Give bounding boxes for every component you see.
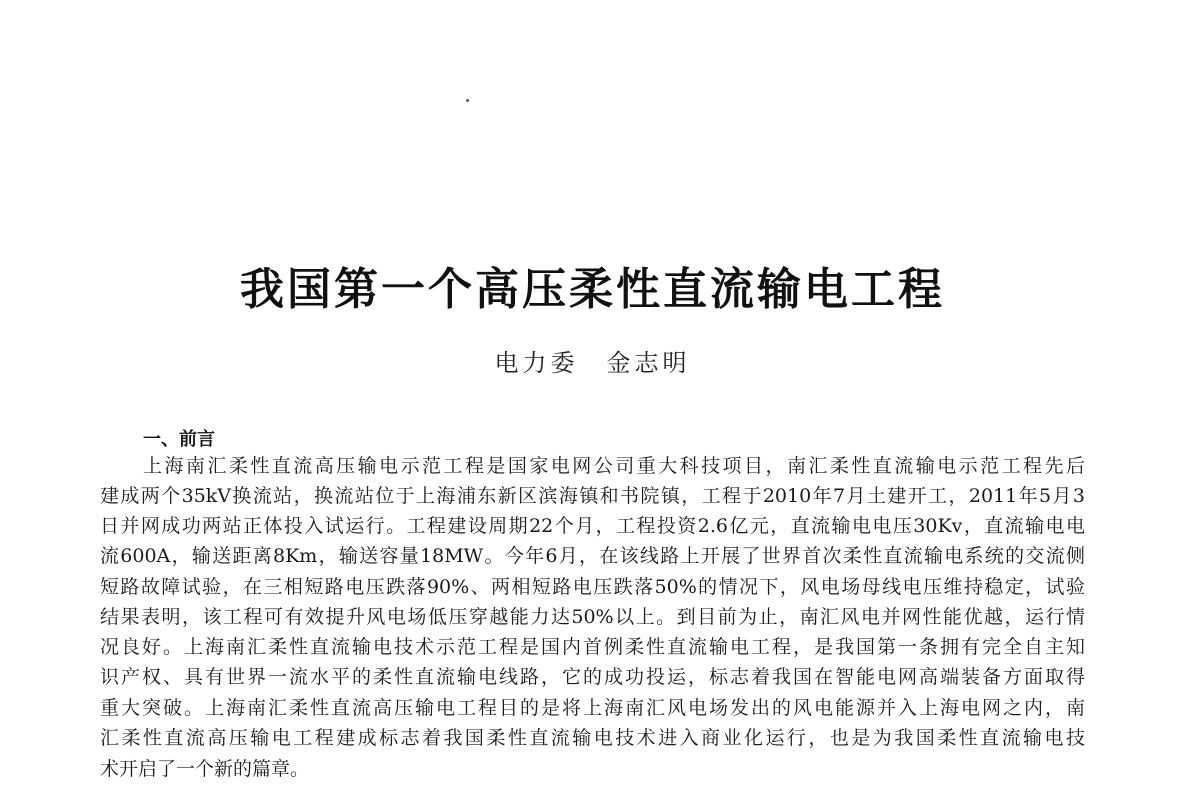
author-line: [0, 343, 1185, 378]
paragraph-line: 况良好。上海南汇柔性直流输电技术示范工程是国内首例柔性直流输电工程，是我国第一条拥有完全自主知: [100, 636, 1085, 658]
paragraph-line: 短路故障试验，在三相短路电压跌落90%、两相短路电压跌落50%的情况下，风电场母线电压维持稳定，试验: [100, 576, 1085, 598]
paragraph-line: 重大突破。上海南汇柔性直流高压输电工程目的是将上海南汇风电场发出的风电能源并入上海电网之内，南: [100, 697, 1085, 719]
paragraph-line: 结果表明，该工程可有效提升风电场低压穿越能力达50%以上。到目前为止，南汇风电并网性能优越，运行情: [100, 606, 1085, 628]
author-name: 金志明: [606, 349, 691, 377]
paragraph-line: 汇柔性直流高压输电工程建成标志着我国柔性直流输电技术进入商业化运行，也是为我国柔性直流输电技: [100, 727, 1085, 749]
document-title: 我国第一个高压柔性直流输电工程: [240, 264, 945, 315]
paragraph-line: 建成两个35kV换流站，换流站位于上海浦东新区滨海镇和书院镇，工程于2010年7月土建开工，2011年5月3: [100, 485, 1085, 507]
scan-speck: [466, 99, 469, 102]
paragraph-line: 流600A，输送距离8Km，输送容量18MW。今年6月，在该线路上开展了世界首次柔性直流输电系统的交流侧: [100, 545, 1085, 567]
paragraph-line: 识产权、具有世界一流水平的柔性直流输电线路，它的成功投运，标志着我国在智能电网高端装备方面取得: [100, 666, 1085, 688]
paragraph-line: 术开启了一个新的篇章。: [100, 758, 310, 780]
section-heading: 一、前言: [143, 429, 215, 450]
paragraph-line: 上海南汇柔性直流高压输电示范工程是国家电网公司重大科技项目，南汇柔性直流输电示范工程先后: [143, 455, 1085, 477]
paragraph-line: 日并网成功两站正体投入试运行。工程建设周期22个月，工程投资2.6亿元，直流输电电压30Kv，直流输电电: [100, 515, 1085, 537]
author-name: 电力委: [494, 349, 579, 377]
